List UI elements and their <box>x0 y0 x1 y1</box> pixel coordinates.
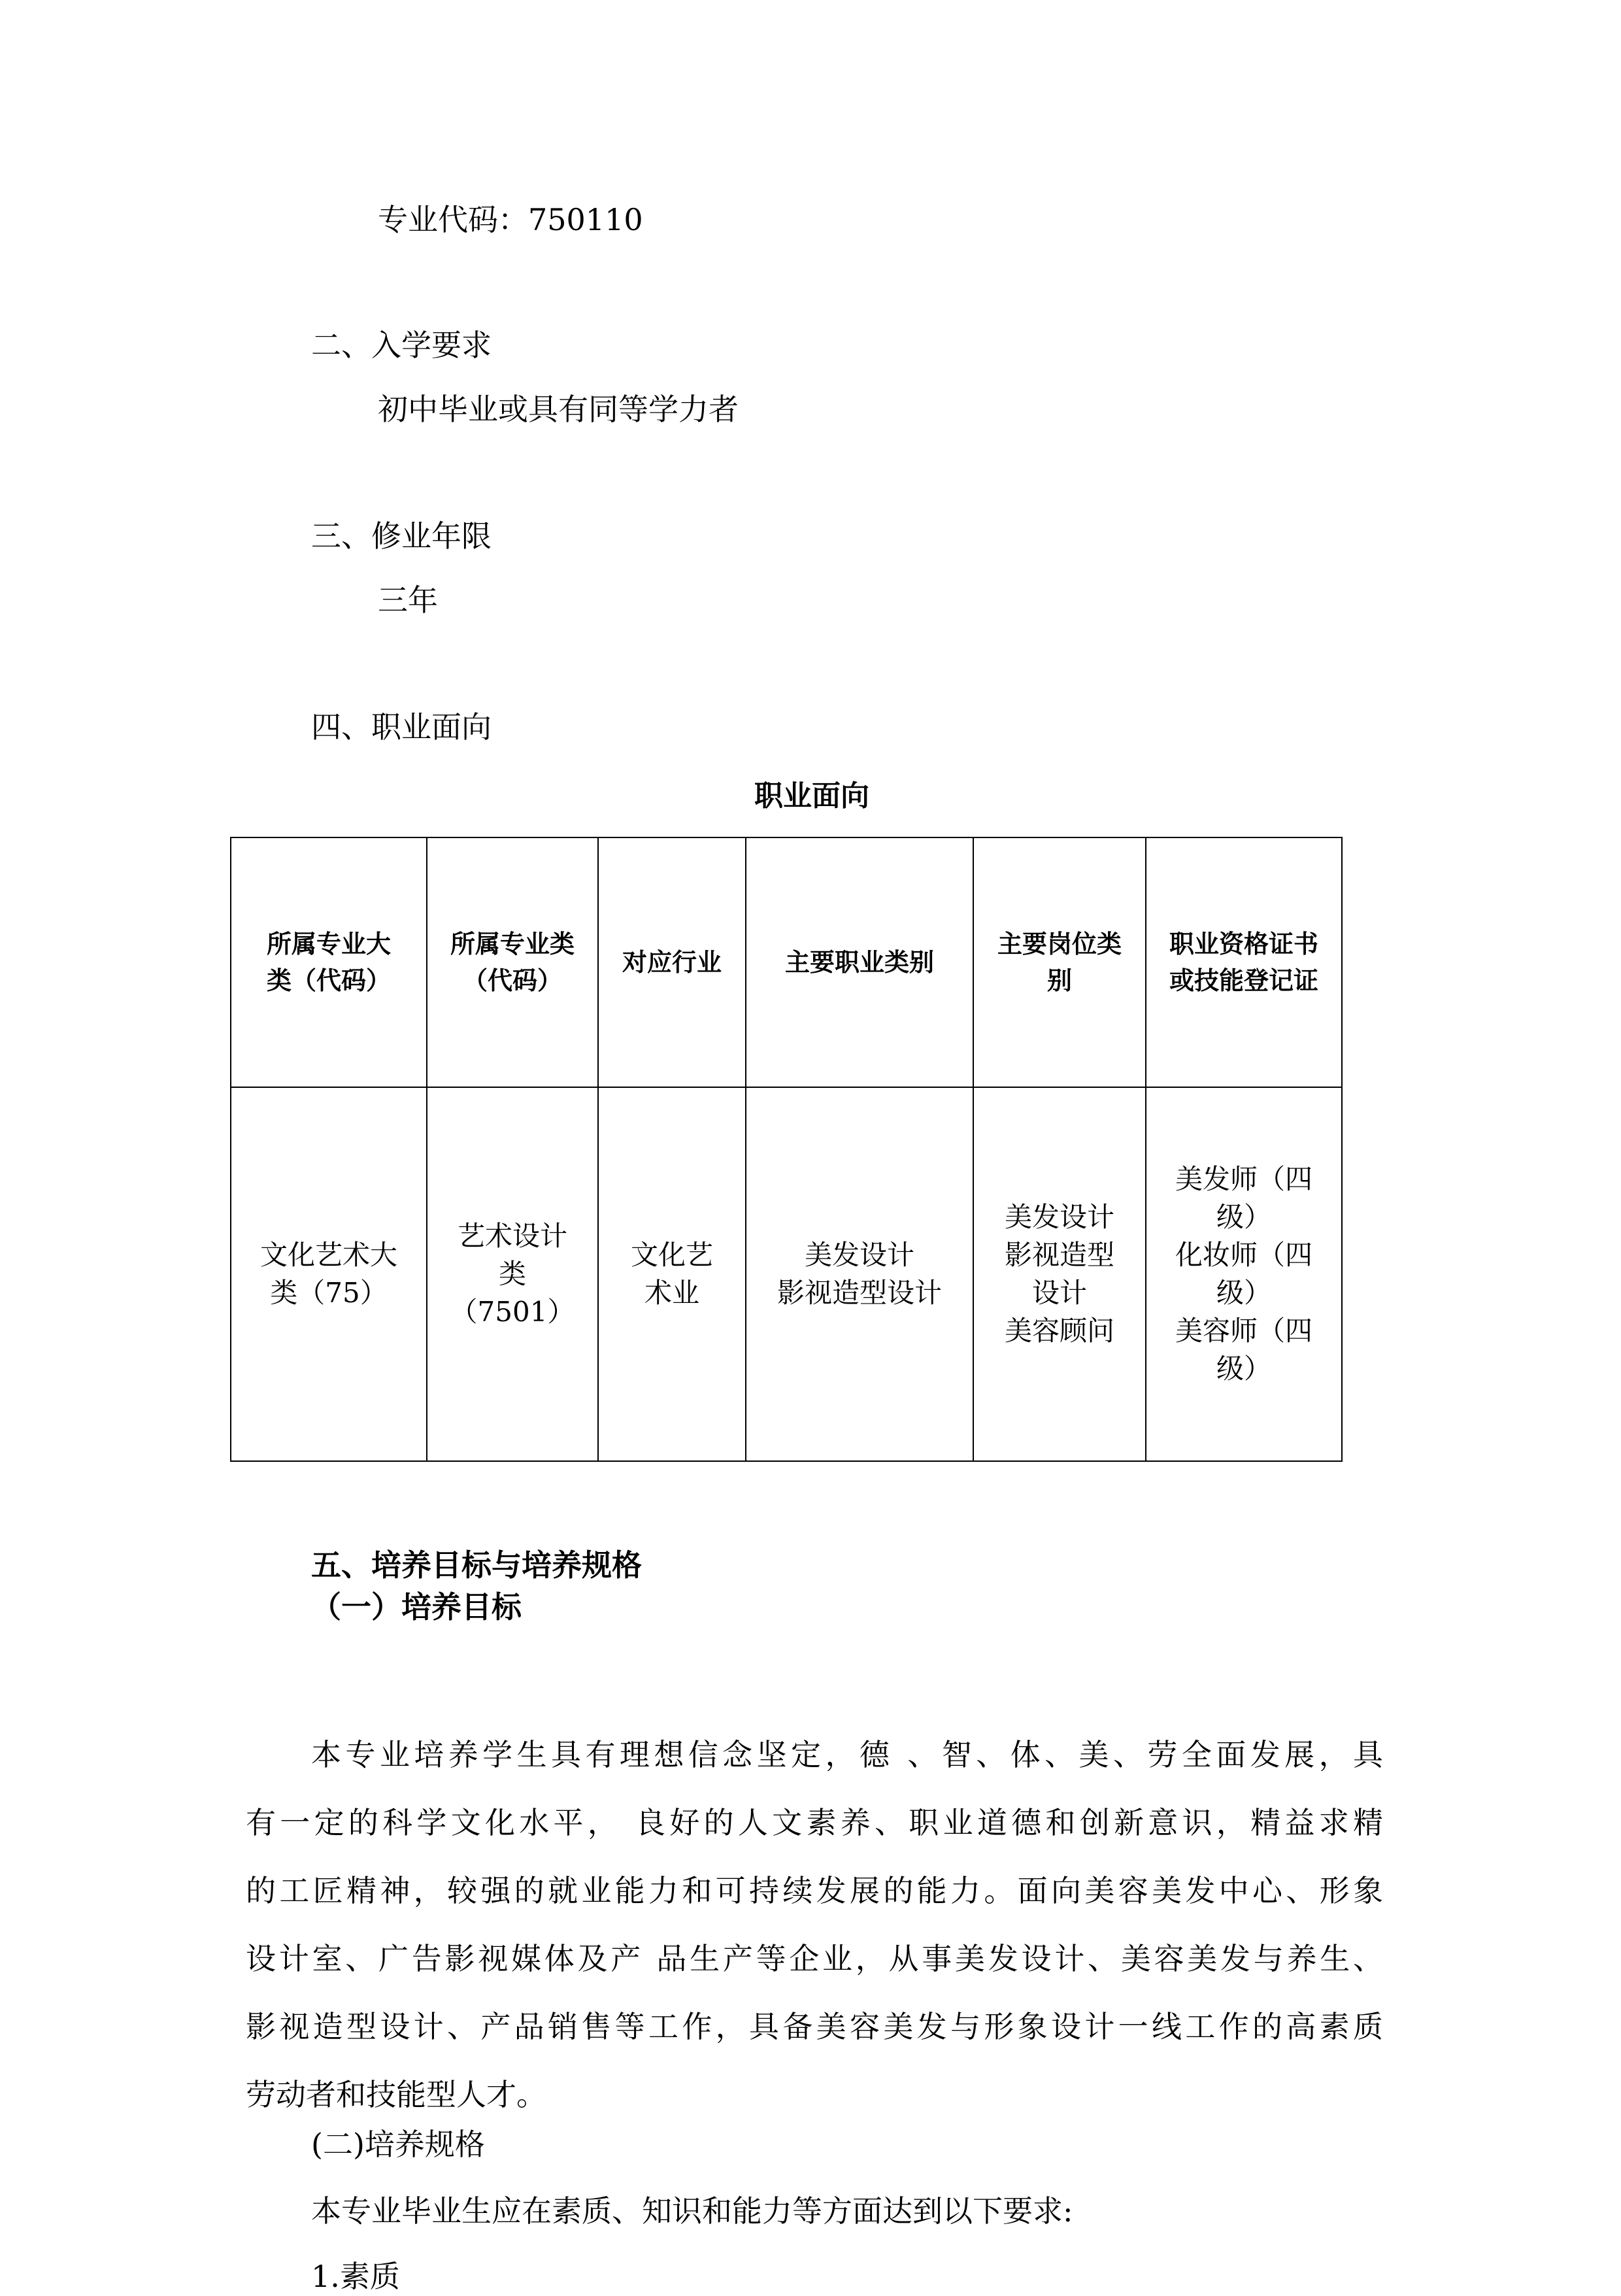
header-cell-occupation: 主要职业类别 <box>746 837 973 1087</box>
paragraph-line: 的工匠精神，较强的就业能力和可持续发展的能力。面向美容美发中心、形象 <box>246 1873 1383 1908</box>
header-cell-industry: 对应行业 <box>598 837 746 1087</box>
header-cell-certificate: 职业资格证书 或技能登记证 <box>1146 837 1342 1087</box>
section-3-text: 三年 <box>378 582 438 618</box>
cell-certificate: 美发师（四 级） 化妆师（四 级） 美容师（四 级） <box>1146 1087 1342 1461</box>
table-header-row <box>231 837 1342 1087</box>
table-caption: 职业面向 <box>754 779 869 813</box>
cell-occupation: 美发设计 影视造型设计 <box>746 1087 973 1461</box>
section-4-heading: 四、职业面向 <box>311 709 492 745</box>
section-5-2-item-1: 1.素质 <box>311 2259 400 2294</box>
header-cell-class: 所属专业类 （代码） <box>427 837 598 1087</box>
section-5-heading: 五、培养目标与培养规格 <box>311 1547 642 1583</box>
section-2-text: 初中毕业或具有同等学力者 <box>378 392 739 427</box>
cell-class: 艺术设计 类 （7501） <box>427 1087 598 1461</box>
major-code: 专业代码：750110 <box>378 202 643 237</box>
section-5-2-intro: 本专业毕业生应在素质、知识和能力等方面达到以下要求: <box>311 2193 1073 2229</box>
goal-paragraph <box>246 1721 1383 2129</box>
section-5-2-heading: (二)培养规格 <box>311 2127 485 2162</box>
cell-industry: 文化艺 术业 <box>598 1087 746 1461</box>
header-cell-category: 所属专业大 类（代码） <box>231 837 427 1087</box>
section-3-heading: 三、修业年限 <box>311 518 492 554</box>
career-table <box>230 837 1343 1462</box>
paragraph-line: 设计室、广告影视媒体及产 品生产等企业，从事美发设计、美容美发与养生、 <box>246 1941 1383 1976</box>
paragraph-line: 有一定的科学文化水平， 良好的人文素养、职业道德和创新意识，精益求精 <box>246 1805 1383 1840</box>
header-cell-position: 主要岗位类 别 <box>973 837 1146 1087</box>
paragraph-line: 本专业培养学生具有理想信念坚定，德 、智、体、美、劳全面发展，具 <box>311 1737 1383 1772</box>
cell-category: 文化艺术大 类（75） <box>231 1087 427 1461</box>
section-5-1-heading: （一）培养目标 <box>311 1589 522 1625</box>
cell-position: 美发设计 影视造型 设计 美容顾问 <box>973 1087 1146 1461</box>
table-row <box>231 1087 1342 1461</box>
paragraph-line: 影视造型设计、产品销售等工作，具备美容美发与形象设计一线工作的高素质 <box>246 2009 1383 2044</box>
paragraph-line: 劳动者和技能型人才。 <box>246 2077 546 2112</box>
section-2-heading: 二、入学要求 <box>311 328 492 363</box>
